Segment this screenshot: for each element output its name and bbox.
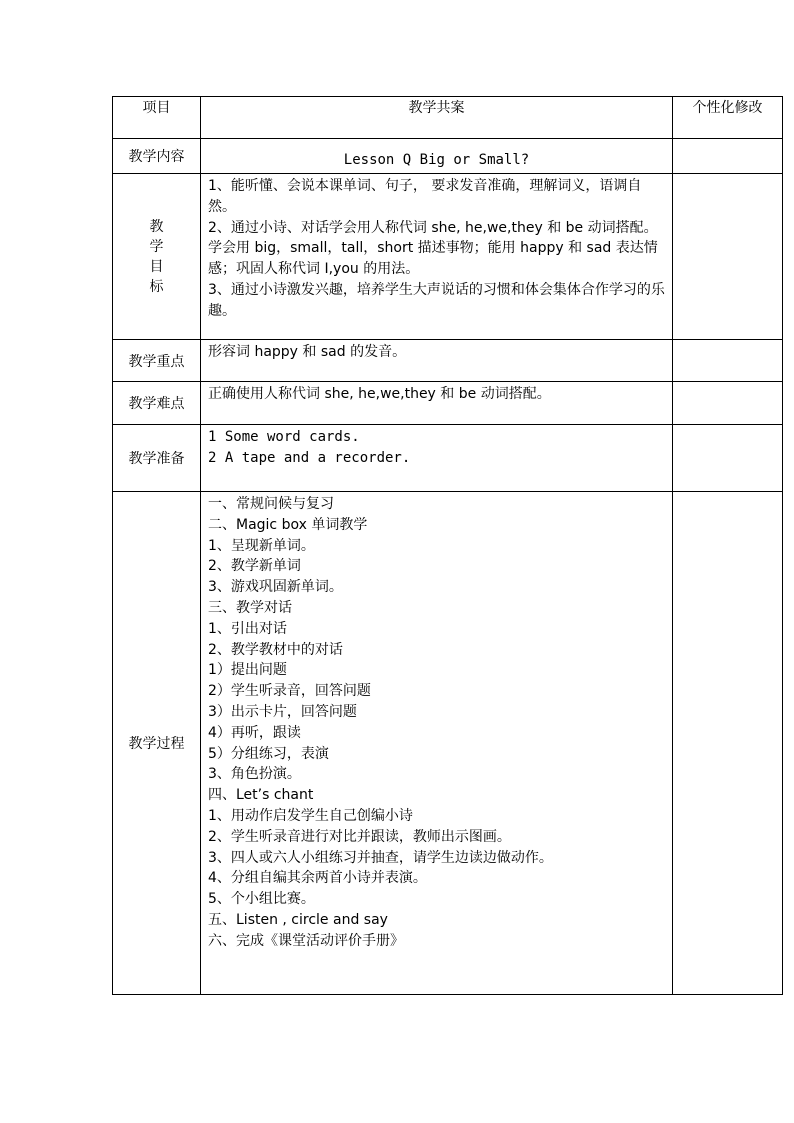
row-preparation [113, 425, 783, 492]
row-process [113, 492, 783, 995]
process-line: 3、角色扮演。 [208, 766, 301, 783]
preparation-content [201, 425, 673, 492]
edit-cell-key-point [673, 340, 783, 382]
header-personal-edit: 个性化修改 [673, 97, 783, 139]
goal-line: 1、能听懂、会说本课单词、句子， 要求发音准确，理解词义，语调自然。 [208, 178, 642, 215]
goals-label-char: 学 [149, 238, 164, 255]
process-line: 一、常规问候与复习 [208, 496, 334, 512]
edit-cell-difficulty [673, 382, 783, 425]
preparation-line: 1 Some word cards. [208, 429, 360, 445]
goal-line: 3、通过小诗激发兴趣，培养学生大声说话的习惯和体会集体合作学习的乐趣。 [208, 281, 665, 319]
edit-cell-process [673, 492, 783, 995]
process-content [201, 492, 673, 995]
process-line: 二、Magic box 单词教学 [208, 516, 368, 533]
label-preparation: 教学准备 [113, 425, 201, 492]
process-line: 3、游戏巩固新单词。 [208, 579, 343, 596]
process-line: 5）分组练习，表演 [208, 745, 329, 762]
lesson-plan-table [112, 96, 783, 995]
label-process: 教学过程 [113, 492, 201, 995]
preparation-line: 2 A tape and a recorder. [208, 449, 411, 466]
process-line: 3）出示卡片，回答问题 [208, 703, 357, 720]
edit-cell-goals [673, 174, 783, 340]
process-line: 1、用动作启发学生自己创编小诗 [208, 807, 413, 824]
process-line: 3、四人或六人小组练习并抽查，请学生边读边做动作。 [208, 849, 553, 866]
process-line: 2）学生听录音，回答问题 [208, 683, 371, 700]
label-teaching-goals [113, 174, 201, 340]
process-line: 4、分组自编其余两首小诗并表演。 [208, 870, 427, 887]
header-shared-plan: 教学共案 [201, 97, 673, 139]
edit-cell-content [673, 139, 783, 174]
label-teaching-content: 教学内容 [113, 139, 201, 174]
process-line: 2、教学教材中的对话 [208, 641, 343, 658]
header-item: 项目 [113, 97, 201, 139]
process-line: 1、引出对话 [208, 620, 287, 637]
process-line: 五、Listen , circle and say [208, 911, 388, 928]
row-teaching-goals [113, 174, 783, 340]
edit-cell-preparation [673, 425, 783, 492]
process-line: 2、学生听录音进行对比并跟读，教师出示图画。 [208, 828, 511, 845]
label-difficulty: 教学难点 [113, 382, 201, 425]
goals-label-char: 标 [149, 278, 164, 295]
header-row [113, 97, 783, 139]
goals-label-char: 教 [149, 218, 164, 235]
goal-line: 2、通过小诗、对话学会用人称代词 she, he,we,they 和 be 动词搭配。学会用 big，small，tall，short 描述事物；能用 happy 和 sad 表达情感；巩固人称代词 I,you 的用法。 [208, 219, 658, 278]
row-teaching-content [113, 139, 783, 174]
process-line: 1）提出问题 [208, 662, 287, 679]
goals-content [201, 174, 673, 340]
goals-label-char: 目 [149, 258, 164, 275]
label-key-point: 教学重点 [113, 340, 201, 382]
process-line: 三、教学对话 [208, 599, 292, 616]
lesson-title: Lesson Q Big or Small? [201, 139, 673, 174]
key-point-content: 形容词 happy 和 sad 的发音。 [201, 340, 673, 382]
difficulty-content: 正确使用人称代词 she, he,we,they 和 be 动词搭配。 [201, 382, 673, 425]
process-line: 4）再听，跟读 [208, 724, 301, 741]
process-line: 5、个小组比赛。 [208, 891, 315, 908]
row-key-point [113, 340, 783, 382]
process-line: 1、呈现新单词。 [208, 537, 315, 554]
row-difficulty [113, 382, 783, 425]
process-line: 2、教学新单词 [208, 558, 301, 575]
process-line: 四、Let’s chant [208, 787, 314, 804]
process-line: 六、完成《课堂活动评价手册》 [208, 932, 404, 949]
